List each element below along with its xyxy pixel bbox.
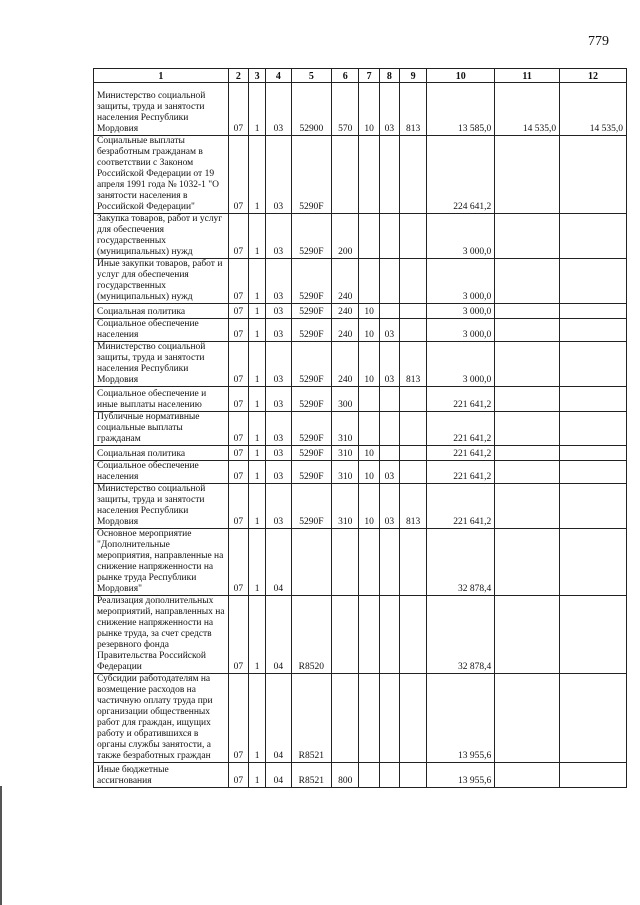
- table-cell-c8: 03: [379, 484, 399, 529]
- table-cell-c10: 3 000,0: [427, 342, 495, 387]
- table-cell-c12: [560, 304, 627, 319]
- table-cell-c7: 10: [359, 446, 379, 461]
- table-cell-c8: [379, 387, 399, 412]
- table-cell-c10: 13 955,6: [427, 763, 495, 788]
- table-cell-c6: [332, 674, 359, 763]
- table-cell-c11: [495, 136, 560, 214]
- table-cell-c11: [495, 461, 560, 484]
- table-cell-c11: [495, 596, 560, 674]
- table-cell-c9: 813: [399, 342, 426, 387]
- table-row: [94, 484, 627, 529]
- table-cell-c10: 224 641,2: [427, 136, 495, 214]
- table-cell-c8: [379, 763, 399, 788]
- table-cell-c2: 07: [228, 446, 248, 461]
- table-cell-c12: [560, 387, 627, 412]
- table-cell-c10: 3 000,0: [427, 259, 495, 304]
- table-row: [94, 342, 627, 387]
- table-cell-c11: 14 535,0: [495, 83, 560, 136]
- table-cell-c10: 3 000,0: [427, 304, 495, 319]
- table-cell-c6: 570: [332, 83, 359, 136]
- table-row: [94, 214, 627, 259]
- table-cell-c8: [379, 412, 399, 446]
- table-header-row: [94, 69, 627, 83]
- row-label-cell: Закупка товаров, работ и услуг для обеспечения государственных (муниципальных) нужд: [94, 214, 229, 259]
- table-cell-c11: [495, 529, 560, 596]
- table-cell-c7: [359, 674, 379, 763]
- table-cell-c2: 07: [228, 674, 248, 763]
- table-cell-c3: 1: [249, 387, 266, 412]
- table-cell-c9: [399, 259, 426, 304]
- table-cell-c2: 07: [228, 763, 248, 788]
- table-cell-c7: [359, 412, 379, 446]
- row-label-cell: Социальное обеспечение населения: [94, 319, 229, 342]
- table-cell-c12: [560, 342, 627, 387]
- table-cell-c10: 3 000,0: [427, 319, 495, 342]
- table-row: [94, 461, 627, 484]
- table-cell-c8: [379, 136, 399, 214]
- table-cell-c3: 1: [249, 83, 266, 136]
- table-cell-c12: [560, 319, 627, 342]
- table-row: [94, 83, 627, 136]
- table-cell-c8: [379, 596, 399, 674]
- table-row: [94, 446, 627, 461]
- table-cell-c4: 03: [266, 136, 291, 214]
- table-cell-c6: 240: [332, 259, 359, 304]
- table-cell-c5: 5290F: [291, 342, 332, 387]
- row-label-cell: Министерство социальной защиты, труда и занятости населения Республики Мордовия: [94, 342, 229, 387]
- table-cell-c3: 1: [249, 596, 266, 674]
- table-cell-c2: 07: [228, 214, 248, 259]
- table-cell-c12: [560, 596, 627, 674]
- table-cell-c6: 240: [332, 319, 359, 342]
- table-cell-c11: [495, 214, 560, 259]
- table-cell-c3: 1: [249, 136, 266, 214]
- table-cell-c6: 310: [332, 446, 359, 461]
- table-cell-c5: 5290F: [291, 259, 332, 304]
- table-cell-c8: [379, 446, 399, 461]
- row-label-cell: Субсидии работодателям на возмещение расходов на частичную оплату труда при организации общественных работ для граждан, ищущих работу и обратившихся в органы службы занятости, а также безработных граждан: [94, 674, 229, 763]
- table-cell-c2: 07: [228, 342, 248, 387]
- table-cell-c12: [560, 461, 627, 484]
- table-cell-c8: [379, 214, 399, 259]
- table-cell-c4: 03: [266, 461, 291, 484]
- table-cell-c7: [359, 259, 379, 304]
- table-cell-c7: 10: [359, 461, 379, 484]
- table-cell-c2: 07: [228, 304, 248, 319]
- column-header: 2: [228, 69, 248, 83]
- table-cell-c5: 52900: [291, 83, 332, 136]
- table-cell-c6: 200: [332, 214, 359, 259]
- table-cell-c10: 221 641,2: [427, 461, 495, 484]
- table-row: [94, 596, 627, 674]
- table-row: [94, 763, 627, 788]
- table-cell-c2: 07: [228, 461, 248, 484]
- table-cell-c3: 1: [249, 304, 266, 319]
- table-cell-c9: [399, 529, 426, 596]
- table-cell-c5: R8521: [291, 674, 332, 763]
- table-row: [94, 412, 627, 446]
- table-row: [94, 136, 627, 214]
- table-cell-c6: 800: [332, 763, 359, 788]
- table-cell-c3: 1: [249, 674, 266, 763]
- table-cell-c9: [399, 763, 426, 788]
- page-number: 779: [588, 34, 609, 49]
- table-cell-c9: [399, 387, 426, 412]
- table-row: [94, 387, 627, 412]
- table-cell-c8: [379, 259, 399, 304]
- table-cell-c2: 07: [228, 136, 248, 214]
- row-label-cell: Реализация дополнительных мероприятий, направленных на снижение напряженности на рынке труда, за счет средств резервного фонда Правительства Российской Федерации: [94, 596, 229, 674]
- scan-edge-line: [0, 786, 2, 905]
- table-cell-c3: 1: [249, 763, 266, 788]
- column-header: 1: [94, 69, 229, 83]
- table-cell-c9: [399, 674, 426, 763]
- table-cell-c11: [495, 304, 560, 319]
- table-cell-c12: [560, 214, 627, 259]
- table-cell-c3: 1: [249, 319, 266, 342]
- table-cell-c8: [379, 529, 399, 596]
- table-cell-c10: 32 878,4: [427, 529, 495, 596]
- table-cell-c4: 04: [266, 674, 291, 763]
- table-row: [94, 674, 627, 763]
- table-cell-c12: [560, 763, 627, 788]
- table-cell-c6: 310: [332, 484, 359, 529]
- column-header: 6: [332, 69, 359, 83]
- table-cell-c3: 1: [249, 214, 266, 259]
- table-cell-c12: [560, 446, 627, 461]
- table-cell-c11: [495, 319, 560, 342]
- table-cell-c4: 03: [266, 484, 291, 529]
- table-cell-c11: [495, 387, 560, 412]
- table-cell-c4: 03: [266, 304, 291, 319]
- table-cell-c6: 310: [332, 461, 359, 484]
- table-cell-c9: [399, 596, 426, 674]
- table-cell-c5: 5290F: [291, 387, 332, 412]
- table-cell-c9: 813: [399, 83, 426, 136]
- table-row: [94, 319, 627, 342]
- table-cell-c9: 813: [399, 484, 426, 529]
- table-cell-c3: 1: [249, 342, 266, 387]
- table-cell-c5: 5290F: [291, 214, 332, 259]
- table-cell-c7: 10: [359, 319, 379, 342]
- table-cell-c7: [359, 529, 379, 596]
- table-cell-c4: 04: [266, 529, 291, 596]
- table-cell-c6: [332, 529, 359, 596]
- column-header: 5: [291, 69, 332, 83]
- table-cell-c2: 07: [228, 83, 248, 136]
- table-cell-c5: 5290F: [291, 446, 332, 461]
- table-cell-c6: 240: [332, 342, 359, 387]
- table-cell-c6: [332, 596, 359, 674]
- row-label-cell: Социальная политика: [94, 446, 229, 461]
- table-cell-c8: 03: [379, 83, 399, 136]
- table-cell-c7: 10: [359, 304, 379, 319]
- table-cell-c3: 1: [249, 412, 266, 446]
- table-cell-c5: R8521: [291, 763, 332, 788]
- table-cell-c10: 13 955,6: [427, 674, 495, 763]
- row-label-cell: Публичные нормативные социальные выплаты гражданам: [94, 412, 229, 446]
- table-cell-c6: 240: [332, 304, 359, 319]
- table-cell-c5: 5290F: [291, 461, 332, 484]
- table-cell-c5: 5290F: [291, 484, 332, 529]
- table-cell-c6: 310: [332, 412, 359, 446]
- row-label-cell: Иные закупки товаров, работ и услуг для обеспечения государственных (муниципальных) нужд: [94, 259, 229, 304]
- table-cell-c12: [560, 674, 627, 763]
- table-cell-c8: 03: [379, 461, 399, 484]
- table-cell-c6: [332, 136, 359, 214]
- table-cell-c4: 03: [266, 319, 291, 342]
- table-cell-c5: 5290F: [291, 412, 332, 446]
- table-cell-c12: [560, 484, 627, 529]
- table-cell-c11: [495, 674, 560, 763]
- table-cell-c4: 03: [266, 412, 291, 446]
- row-label-cell: Министерство социальной защиты, труда и занятости населения Республики Мордовия: [94, 83, 229, 136]
- table-cell-c4: 04: [266, 763, 291, 788]
- table-cell-c10: 221 641,2: [427, 484, 495, 529]
- table-cell-c9: [399, 461, 426, 484]
- table-cell-c7: [359, 763, 379, 788]
- table-cell-c11: [495, 259, 560, 304]
- table-cell-c12: 14 535,0: [560, 83, 627, 136]
- column-header: 11: [495, 69, 560, 83]
- table-cell-c2: 07: [228, 484, 248, 529]
- table-cell-c9: [399, 412, 426, 446]
- table-cell-c10: 221 641,2: [427, 387, 495, 412]
- table-cell-c6: 300: [332, 387, 359, 412]
- table-cell-c4: 03: [266, 387, 291, 412]
- table-cell-c7: 10: [359, 342, 379, 387]
- table-cell-c5: [291, 529, 332, 596]
- table-cell-c9: [399, 214, 426, 259]
- table-cell-c5: 5290F: [291, 136, 332, 214]
- table-cell-c2: 07: [228, 412, 248, 446]
- row-label-cell: Основное мероприятие "Дополнительные мероприятия, направленные на снижение напряженности на рынке труда Республики Мордовия": [94, 529, 229, 596]
- table-cell-c8: 03: [379, 342, 399, 387]
- table-cell-c5: 5290F: [291, 319, 332, 342]
- budget-table: [93, 68, 627, 788]
- table-cell-c11: [495, 763, 560, 788]
- table-cell-c11: [495, 446, 560, 461]
- table-cell-c4: 03: [266, 342, 291, 387]
- row-label-cell: Социальное обеспечение и иные выплаты населению: [94, 387, 229, 412]
- column-header: 8: [379, 69, 399, 83]
- table-cell-c4: 03: [266, 259, 291, 304]
- table-row: [94, 259, 627, 304]
- table-cell-c7: 10: [359, 83, 379, 136]
- table-cell-c8: [379, 304, 399, 319]
- table-cell-c7: [359, 136, 379, 214]
- table-cell-c9: [399, 136, 426, 214]
- table-cell-c12: [560, 259, 627, 304]
- table-cell-c5: R8520: [291, 596, 332, 674]
- table-cell-c9: [399, 304, 426, 319]
- row-label-cell: Министерство социальной защиты, труда и занятости населения Республики Мордовия: [94, 484, 229, 529]
- column-header: 12: [560, 69, 627, 83]
- table-cell-c7: [359, 214, 379, 259]
- table-cell-c12: [560, 136, 627, 214]
- table-cell-c4: 03: [266, 83, 291, 136]
- table-cell-c3: 1: [249, 484, 266, 529]
- table-cell-c7: 10: [359, 484, 379, 529]
- table-cell-c10: 3 000,0: [427, 214, 495, 259]
- table-cell-c2: 07: [228, 387, 248, 412]
- table-cell-c2: 07: [228, 259, 248, 304]
- column-header: 9: [399, 69, 426, 83]
- table-cell-c3: 1: [249, 446, 266, 461]
- table-cell-c12: [560, 412, 627, 446]
- table-cell-c8: 03: [379, 319, 399, 342]
- table-cell-c4: 04: [266, 596, 291, 674]
- row-label-cell: Социальное обеспечение населения: [94, 461, 229, 484]
- table-cell-c2: 07: [228, 596, 248, 674]
- table-row: [94, 304, 627, 319]
- table-cell-c10: 32 878,4: [427, 596, 495, 674]
- column-header: 10: [427, 69, 495, 83]
- table-cell-c3: 1: [249, 529, 266, 596]
- table-cell-c8: [379, 674, 399, 763]
- column-header: 3: [249, 69, 266, 83]
- table-cell-c2: 07: [228, 529, 248, 596]
- table-cell-c11: [495, 484, 560, 529]
- table-cell-c9: [399, 319, 426, 342]
- column-header: 4: [266, 69, 291, 83]
- row-label-cell: Социальная политика: [94, 304, 229, 319]
- table-cell-c7: [359, 387, 379, 412]
- table-cell-c10: 13 585,0: [427, 83, 495, 136]
- column-header: 7: [359, 69, 379, 83]
- table-cell-c5: 5290F: [291, 304, 332, 319]
- table-cell-c4: 03: [266, 214, 291, 259]
- table-cell-c10: 221 641,2: [427, 412, 495, 446]
- table-row: [94, 529, 627, 596]
- table-cell-c3: 1: [249, 461, 266, 484]
- row-label-cell: Иные бюджетные ассигнования: [94, 763, 229, 788]
- table-cell-c11: [495, 412, 560, 446]
- table-cell-c7: [359, 596, 379, 674]
- table-cell-c2: 07: [228, 319, 248, 342]
- table-cell-c4: 03: [266, 446, 291, 461]
- table-cell-c9: [399, 446, 426, 461]
- table-cell-c3: 1: [249, 259, 266, 304]
- table-cell-c10: 221 641,2: [427, 446, 495, 461]
- table-cell-c12: [560, 529, 627, 596]
- table-cell-c11: [495, 342, 560, 387]
- row-label-cell: Социальные выплаты безработным гражданам в соответствии с Законом Российской Федерации от 19 апреля 1991 года № 1032-1 "О занятости населения в Российской Федерации": [94, 136, 229, 214]
